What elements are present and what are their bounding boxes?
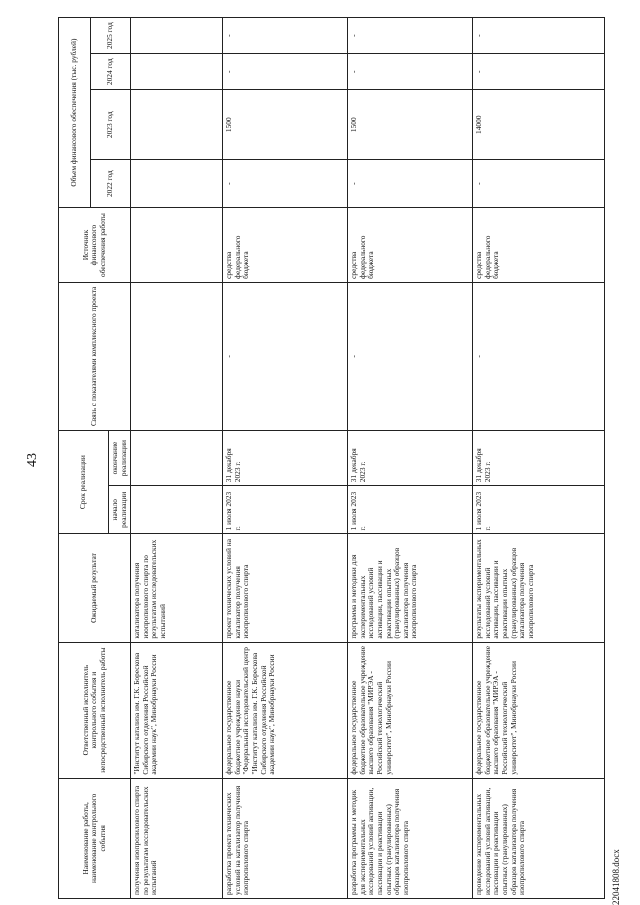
cell-2023: 14000 <box>473 90 605 160</box>
cell-end: 31 декабря 2023 г. <box>348 430 473 485</box>
cell-source <box>131 208 223 283</box>
cell-2022: - <box>348 160 473 208</box>
header-row-1 <box>59 18 91 899</box>
cell-end: 31 декабря 2023 г. <box>473 430 605 485</box>
header-source: Источник финансового обеспечения работы <box>59 208 131 283</box>
header-year-2023: 2023 год <box>91 90 131 160</box>
cell-end: 31 декабря 2023 г. <box>223 430 348 485</box>
cell-result: катализатора получения изопропилового спирта по результатам исследовательских испытаний <box>131 534 223 642</box>
cell-executor: федеральное государственное бюджетное образовательное учреждение высшего образования "МИРЭА - Российский технологический университет", Минобрнауки России <box>348 642 473 778</box>
cell-result: программа и методики для экспериментальных исследований условий активации, пассивации и реактивации опытных (гранулированных) образцов катализатора получения изопропилового спирта <box>348 534 473 642</box>
cell-2025 <box>131 18 223 54</box>
cell-start <box>131 486 223 534</box>
cell-2024: - <box>223 54 348 90</box>
header-work-name: Наименование работы, наименование контрольного события <box>59 778 131 898</box>
header-term-start: начало реализации <box>109 486 131 534</box>
cell-start: 1 июля 2023 г. <box>223 486 348 534</box>
header-finance: Объем финансового обеспечения (тыс. рублей) <box>59 18 91 208</box>
cell-2024: - <box>348 54 473 90</box>
header-year-2022: 2022 год <box>91 160 131 208</box>
cell-work-name: разработка программы и методик для экспериментальных исследований условий активации, пассивации и реактивации опытных (гранулированных) образцов катализатора получения изопропилового спирта <box>348 778 473 898</box>
cell-start: 1 июля 2023 г. <box>473 486 605 534</box>
cell-link: - <box>348 282 473 430</box>
cell-executor: "Институт катализа им. Г.К. Борескова Сибирского отделения Российской академии наук", Минобрнауки России <box>131 642 223 778</box>
cell-link <box>131 282 223 430</box>
cell-result: проект технических условий на катализатор получения изопропилового спирта <box>223 534 348 642</box>
table-row <box>473 18 605 899</box>
cell-2022 <box>131 160 223 208</box>
table-row <box>223 18 348 899</box>
cell-work-name: разработка проекта технических условий на катализатор получения изопропилового спирта <box>223 778 348 898</box>
cell-2025: - <box>348 18 473 54</box>
cell-2023: 1500 <box>348 90 473 160</box>
cell-start: 1 июля 2023 г. <box>348 486 473 534</box>
cell-2025: - <box>473 18 605 54</box>
header-year-2024: 2024 год <box>91 54 131 90</box>
work-plan-table <box>58 17 605 899</box>
cell-source: средства федерального бюджета <box>473 208 605 283</box>
header-executor: Ответственный исполнитель контрольного события и непосредственный исполнитель работы <box>59 642 131 778</box>
cell-2024: - <box>473 54 605 90</box>
header-result: Ожидаемый результат <box>59 534 131 642</box>
cell-source: средства федерального бюджета <box>348 208 473 283</box>
document-footer: 22041808.docx <box>611 849 621 905</box>
header-term-end: окончание реализации <box>109 430 131 485</box>
cell-work-name: получения изопропилового спирта по результатам исследовательских испытаний <box>131 778 223 898</box>
cell-source: средства федерального бюджета <box>223 208 348 283</box>
cell-2022: - <box>223 160 348 208</box>
cell-end <box>131 430 223 485</box>
cell-2023 <box>131 90 223 160</box>
cell-work-name: проведение экспериментальных исследований условий активации, пассивации и реактивации опытных (гранулированных) образцов катализатора получения изопропилового спирта <box>473 778 605 898</box>
page-number: 43 <box>25 453 40 467</box>
header-term: Срок реализации <box>59 430 109 534</box>
header-link: Связь с показателями комплексного проекта <box>59 282 131 430</box>
cell-result: результаты экспериментальных исследований условий активации, пассивации и реактивации опытных (гранулированных) образцов катализатора получения изопропилового спирта <box>473 534 605 642</box>
table-row <box>131 18 223 899</box>
cell-executor: федеральное государственное бюджетное учреждение науки "Федеральный исследовательский центр "Институт катализа им. Г.К. Борескова Сибирского отделения Российской академии наук", Минобрнауки России <box>223 642 348 778</box>
cell-2022: - <box>473 160 605 208</box>
cell-2025: - <box>223 18 348 54</box>
cell-link: - <box>223 282 348 430</box>
cell-2024 <box>131 54 223 90</box>
header-year-2025: 2025 год <box>91 18 131 54</box>
cell-link: - <box>473 282 605 430</box>
table-row <box>348 18 473 899</box>
cell-executor: федеральное государственное бюджетное образовательное учреждение высшего образования "МИРЭА - Российский технологический университет", Минобрнауки России <box>473 642 605 778</box>
cell-2023: 1500 <box>223 90 348 160</box>
